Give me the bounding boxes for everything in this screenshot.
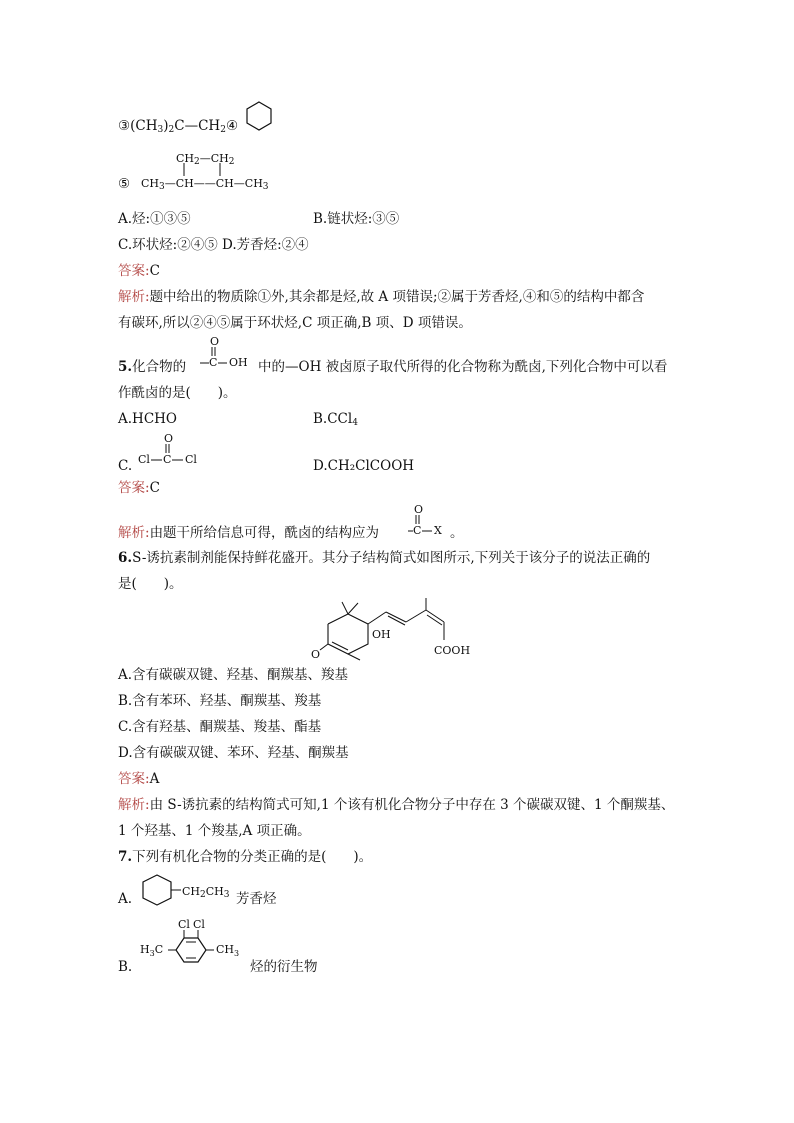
q4-item5-bottom-row: $CH_3—CH——CH—CH_3$ [141,177,269,192]
cyclohexane-structure [244,100,274,132]
q5-analysis: 解析:由题干所给信息可得，酰卤的结构应为 [118,525,380,541]
svg-text:O: O [414,503,424,516]
svg-text:Cl: Cl [193,918,205,931]
q7-option-a-group: $CH_2CH_3$ [182,885,230,900]
q7-option-b-label: B. [118,959,133,975]
svg-text:Cl: Cl [138,453,150,466]
q5-option-d: D.CH₂ClCOOH [313,458,415,474]
q6-option-c: C.含有羟基、酮羰基、羧基、酯基 [118,719,322,735]
q6-analysis-line2: 1 个羟基、1 个羧基,A 项正确。 [118,823,311,839]
q4-item3: $③(CH_3)_2C—CH_2$ [118,118,226,135]
cooh-o: O [210,335,220,348]
svg-text:OH: OH [372,628,391,641]
q4-answer: 答案:C [118,263,160,279]
svg-text:X: X [434,524,442,537]
s-abscisic-acid-structure [310,596,490,662]
q6-stem-line1: 6.S-诱抗素制剂能保持鲜花盛开。其分子结构简式如图所示,下列关于该分子的说法正确的 [118,550,651,566]
q5-option-c-label: C. [118,458,133,474]
svg-text:H3C: $H_3C$ [140,943,164,958]
q5-option-a: A.HCHO [118,411,177,427]
q4-option-a: A.烃:①③⑤ [118,211,191,227]
svg-text:O: O [311,648,321,661]
q4-item5-label: ⑤ [118,176,131,192]
q4-item4-label: ④ [226,118,239,134]
cooh-structure [200,334,260,368]
q6-option-a: A.含有碳碳双键、羟基、酮羰基、羧基 [118,667,349,683]
svg-text:CH3: $CH_3$ [216,943,240,958]
svg-text:COOH: COOH [434,644,471,657]
q6-option-d: D.含有碳碳双键、苯环、羟基、酮羰基 [118,745,349,761]
q5-stem-line2: 作酰卤的是( )。 [118,385,237,401]
svg-text:C: C [163,453,172,466]
q4-analysis-line1: 解析:题中给出的物质除①外,其余都是烃,故 A 项错误;②属于芳香烃,④和⑤的结构中都含 [118,289,645,305]
q5-stem-line1b: 中的—OH 被卤原子取代所得的化合物称为酰卤,下列化合物中可以看 [258,359,668,375]
q5-option-b: B.CCl$_4$ [313,411,358,428]
q4-analysis-line2: 有碳环,所以②④⑤属于环状烃,C 项正确,B 项、D 项错误。 [118,315,472,331]
q4-option-cd: C.环状烃:②④⑤ D.芳香烃:②④ [118,237,309,253]
q7-option-a-label: A. [118,891,133,907]
cooh-c: C [209,356,218,369]
q4-option-b: B.链状烃:③⑤ [313,211,400,227]
q6-stem-line2: 是( )。 [118,576,183,592]
svg-text:O: O [164,432,174,445]
q4-item5-top-row: $CH_2—CH_2$ [176,152,235,167]
q5-stem-line1: 5.化合物的 [118,359,187,375]
cooh-oh: OH [229,356,248,369]
q7-option-b-class: 烃的衍生物 [250,959,318,975]
q6-option-b: B.含有苯环、羟基、酮羰基、羧基 [118,693,322,709]
svg-text:C: C [413,524,422,537]
q6-analysis-line1: 解析:由 S-诱抗素的结构简式可知,1 个该有机化合物分子中存在 3 个碳碳双键、1 个酮羰基、 [118,797,675,813]
q6-answer: 答案:A [118,771,160,787]
svg-text:Cl: Cl [185,453,197,466]
q7-stem: 7.下列有机化合物的分类正确的是( )。 [118,849,373,865]
q5-analysis-end: 。 [450,525,464,541]
q5-answer: 答案:C [118,480,160,496]
dichloro-dimethylbenzene-structure [138,916,248,974]
svg-text:Cl: Cl [178,918,190,931]
q5-option-c-structure [138,431,198,471]
q7-option-a-class: 芳香烃 [236,891,277,907]
